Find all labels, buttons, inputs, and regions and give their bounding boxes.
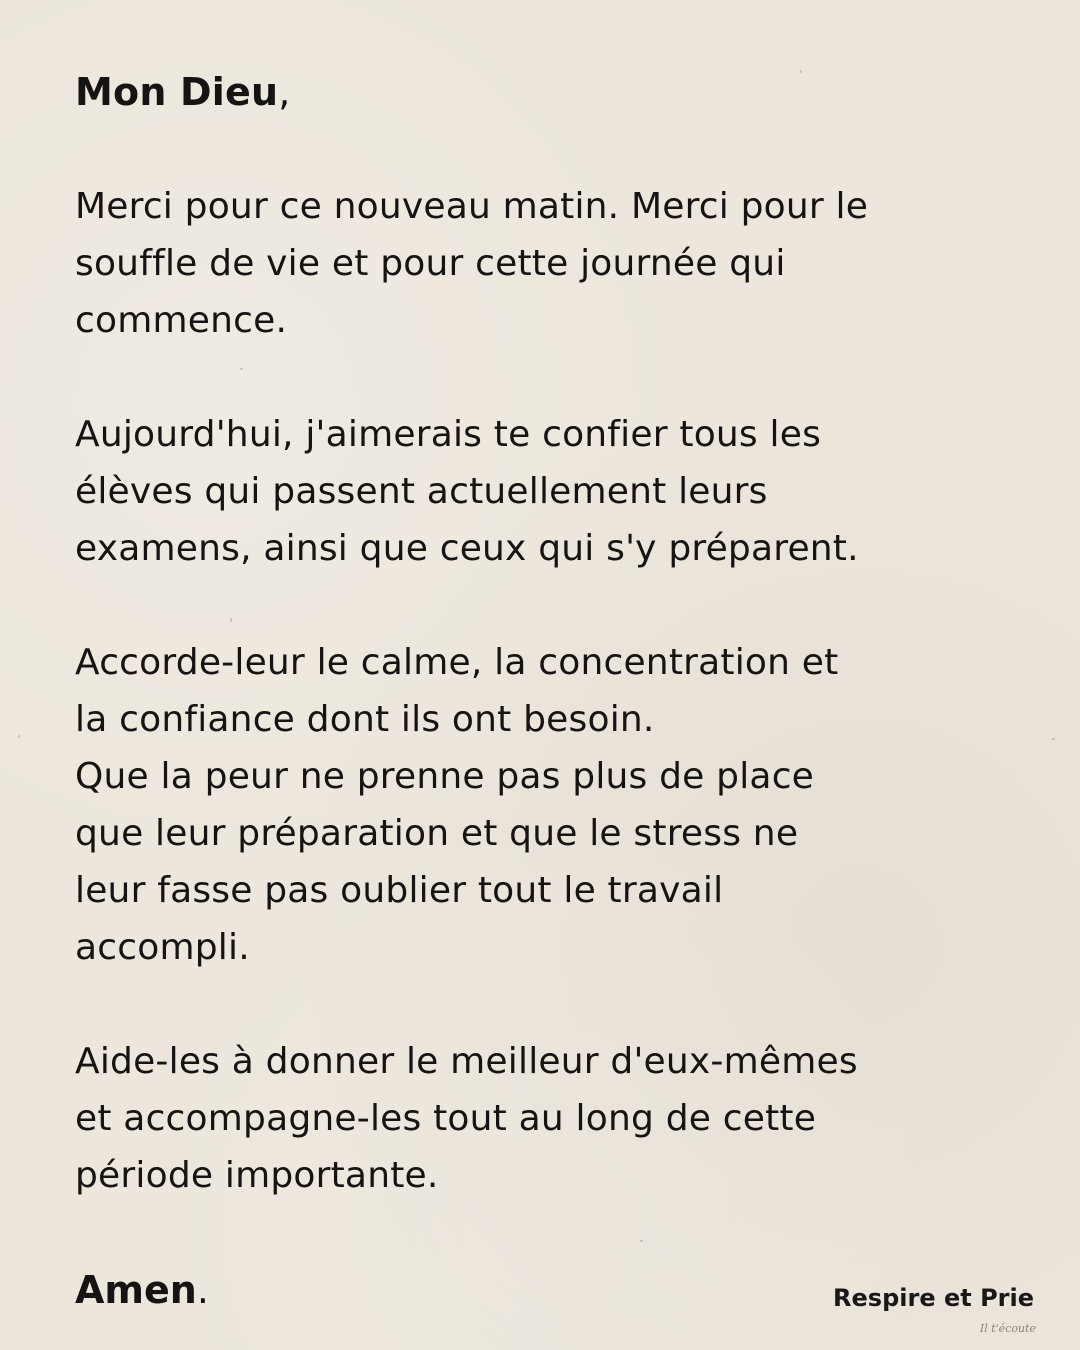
- signature-text: Il t'écoute: [979, 1322, 1036, 1335]
- text-line: souffle de vie et pour cette journée qui: [75, 243, 786, 284]
- paragraph-help: [75, 1033, 1015, 1204]
- paper-speck: [18, 735, 20, 738]
- paper-speck: [800, 70, 802, 73]
- closing: [75, 1262, 209, 1319]
- paragraph-students: [75, 406, 1015, 577]
- text-line: que leur préparation et que le stress ne: [75, 813, 799, 854]
- text-line: et accompagne-les tout au long de cette: [75, 1098, 817, 1139]
- text-line: Aide-les à donner le meilleur d'eux-mêmes: [75, 1041, 858, 1082]
- prayer-text: [75, 64, 1015, 1204]
- greeting-punctuation: ,: [278, 70, 291, 114]
- paragraph-gap: [75, 577, 1015, 634]
- text-line: accompli.: [75, 927, 250, 968]
- text-line: période importante.: [75, 1155, 439, 1196]
- text-line: commence.: [75, 300, 288, 341]
- paragraph-gap: [75, 976, 1015, 1033]
- text-line: Merci pour ce nouveau matin. Merci pour le: [75, 186, 869, 227]
- text-line: examens, ainsi que ceux qui s'y préparent.: [75, 528, 859, 569]
- paper-speck: [240, 368, 243, 370]
- text-line: Que la peur ne prenne pas plus de place: [75, 756, 815, 797]
- paper-speck: [1052, 738, 1055, 740]
- closing-punctuation: .: [196, 1268, 209, 1312]
- text-line: Accorde-leur le calme, la concentration et: [75, 642, 839, 683]
- text-line: leur fasse pas oublier tout le travail: [75, 870, 724, 911]
- text-line: élèves qui passent actuellement leurs: [75, 471, 768, 512]
- paragraph-thanks: [75, 178, 1015, 349]
- greeting: [75, 64, 1015, 121]
- paragraph-calm: [75, 634, 1015, 976]
- paper-speck: [230, 618, 232, 622]
- paragraph-gap: [75, 121, 1015, 178]
- text-line: la confiance dont ils ont besoin.: [75, 699, 655, 740]
- brand-name: Respire et Prie: [833, 1284, 1034, 1312]
- paragraph-gap: [75, 349, 1015, 406]
- text-line: Aujourd'hui, j'aimerais te confier tous les: [75, 414, 822, 455]
- paper-speck: [640, 1240, 643, 1242]
- greeting-title: Mon Dieu: [75, 70, 279, 114]
- closing-word: Amen: [75, 1268, 197, 1312]
